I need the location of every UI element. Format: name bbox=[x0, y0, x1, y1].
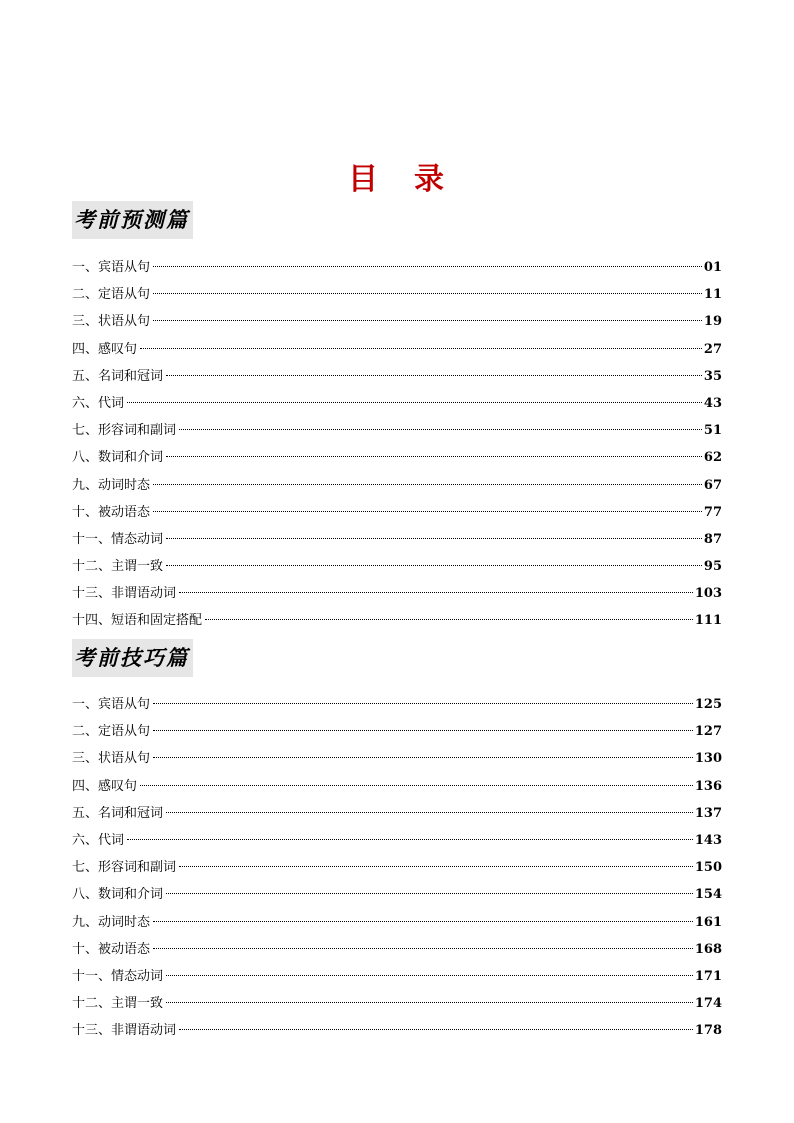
toc-entry-page: 77 bbox=[703, 504, 722, 520]
toc-entry-page: 62 bbox=[703, 450, 722, 466]
toc-entry-page: 154 bbox=[694, 887, 722, 903]
toc-entry[interactable] bbox=[72, 990, 722, 1017]
toc-entry-label: 九、动词时态 bbox=[72, 914, 151, 930]
dot-leader bbox=[166, 1002, 693, 1003]
toc-entry-label: 十二、主谓一致 bbox=[72, 996, 164, 1012]
toc-entry-page: 51 bbox=[703, 423, 722, 439]
toc-entry-page: 171 bbox=[694, 968, 722, 984]
dot-leader bbox=[153, 948, 693, 949]
dot-leader bbox=[153, 293, 702, 294]
dot-leader bbox=[127, 402, 702, 403]
toc-entry-label: 五、名词和冠词 bbox=[72, 805, 164, 821]
toc-entry-page: 19 bbox=[703, 314, 722, 330]
dot-leader bbox=[166, 375, 702, 376]
dot-leader bbox=[166, 456, 702, 457]
toc-entry-label: 十二、主谓一致 bbox=[72, 559, 164, 575]
dot-leader bbox=[166, 975, 693, 976]
toc-entry-page: 27 bbox=[703, 341, 722, 357]
toc-entry[interactable] bbox=[72, 773, 722, 800]
toc-entry-page: 95 bbox=[703, 559, 722, 575]
toc-entry-label: 一、宾语从句 bbox=[72, 260, 151, 275]
toc-entry-page: 137 bbox=[694, 805, 722, 821]
section-heading-techniques: 考前技巧篇 bbox=[72, 639, 193, 677]
section-heading-forecast: 考前预测篇 bbox=[72, 201, 193, 239]
dot-leader bbox=[179, 1029, 693, 1030]
toc-entry-page: 11 bbox=[703, 287, 722, 303]
toc-entry-label: 十、被动语态 bbox=[72, 941, 151, 957]
toc-entry[interactable] bbox=[72, 553, 722, 580]
dot-leader bbox=[153, 266, 702, 267]
toc-entry-page: 174 bbox=[694, 996, 722, 1012]
toc-list-techniques bbox=[72, 691, 722, 1044]
dot-leader bbox=[166, 538, 702, 539]
dot-leader bbox=[166, 812, 693, 813]
toc-entry-page: 103 bbox=[694, 586, 722, 602]
dot-leader bbox=[179, 592, 693, 593]
toc-entry-label: 五、名词和冠词 bbox=[72, 368, 164, 384]
toc-entry-page: 168 bbox=[694, 941, 722, 957]
toc-entry[interactable] bbox=[72, 936, 722, 963]
page-title bbox=[0, 160, 794, 200]
toc-entry-label: 十三、非谓语动词 bbox=[72, 586, 177, 602]
dot-leader bbox=[140, 785, 693, 786]
dot-leader bbox=[179, 866, 693, 867]
toc-entry[interactable] bbox=[72, 963, 722, 990]
dot-leader bbox=[179, 429, 702, 430]
toc-entry[interactable] bbox=[72, 254, 722, 281]
toc-entry-page: 150 bbox=[694, 860, 722, 876]
toc-entry[interactable] bbox=[72, 336, 722, 363]
toc-entry-page: 01 bbox=[703, 260, 722, 275]
toc-entry-page: 67 bbox=[703, 477, 722, 493]
toc-entry-page: 127 bbox=[694, 724, 722, 740]
toc-entry-label: 十、被动语态 bbox=[72, 504, 151, 520]
toc-entry-label: 七、形容词和副词 bbox=[72, 860, 177, 876]
toc-entry-label: 一、宾语从句 bbox=[72, 697, 151, 712]
toc-entry-label: 二、定语从句 bbox=[72, 287, 151, 303]
dot-leader bbox=[153, 511, 702, 512]
dot-leader bbox=[127, 839, 693, 840]
toc-entry[interactable] bbox=[72, 854, 722, 881]
toc-entry-page: 136 bbox=[694, 778, 722, 794]
dot-leader bbox=[153, 921, 693, 922]
dot-leader bbox=[153, 730, 693, 731]
toc-entry[interactable] bbox=[72, 827, 722, 854]
toc-entry-label: 三、状语从句 bbox=[72, 751, 151, 767]
toc-entry-label: 十一、情态动词 bbox=[72, 531, 164, 547]
toc-entry-label: 四、感叹句 bbox=[72, 341, 138, 357]
dot-leader bbox=[140, 348, 702, 349]
dot-leader bbox=[153, 484, 702, 485]
toc-list-forecast bbox=[72, 254, 722, 635]
toc-entry[interactable] bbox=[72, 499, 722, 526]
toc-entry-page: 178 bbox=[694, 1023, 722, 1039]
toc-entry[interactable] bbox=[72, 580, 722, 607]
toc-entry-page: 125 bbox=[694, 697, 722, 712]
dot-leader bbox=[153, 703, 693, 704]
dot-leader bbox=[205, 619, 693, 620]
toc-entry-page: 143 bbox=[694, 832, 722, 848]
toc-entry-label: 六、代词 bbox=[72, 832, 125, 848]
toc-entry[interactable] bbox=[72, 308, 722, 335]
toc-entry-label: 二、定语从句 bbox=[72, 724, 151, 740]
toc-entry-label: 七、形容词和副词 bbox=[72, 423, 177, 439]
toc-entry[interactable] bbox=[72, 472, 722, 499]
toc-entry[interactable] bbox=[72, 1017, 722, 1044]
toc-entry[interactable] bbox=[72, 800, 722, 827]
toc-entry[interactable] bbox=[72, 607, 722, 634]
toc-entry-page: 161 bbox=[694, 914, 722, 930]
toc-entry[interactable] bbox=[72, 417, 722, 444]
title-char-1: 目 bbox=[348, 162, 380, 197]
toc-entry-label: 九、动词时态 bbox=[72, 477, 151, 493]
toc-entry-label: 六、代词 bbox=[72, 395, 125, 411]
toc-entry[interactable] bbox=[72, 390, 722, 417]
toc-entry-label: 四、感叹句 bbox=[72, 778, 138, 794]
toc-entry[interactable] bbox=[72, 526, 722, 553]
toc-entry-page: 35 bbox=[703, 368, 722, 384]
toc-entry-label: 十三、非谓语动词 bbox=[72, 1023, 177, 1039]
toc-entry[interactable] bbox=[72, 363, 722, 390]
toc-entry[interactable] bbox=[72, 909, 722, 936]
dot-leader bbox=[153, 757, 693, 758]
toc-entry-label: 八、数词和介词 bbox=[72, 450, 164, 466]
dot-leader bbox=[166, 565, 702, 566]
toc-entry-label: 十四、短语和固定搭配 bbox=[72, 613, 203, 629]
dot-leader bbox=[153, 320, 702, 321]
toc-entry[interactable] bbox=[72, 881, 722, 908]
toc-entry-label: 十一、情态动词 bbox=[72, 968, 164, 984]
toc-entry-page: 87 bbox=[703, 531, 722, 547]
toc-entry-page: 111 bbox=[694, 613, 722, 629]
toc-entry[interactable] bbox=[72, 691, 722, 718]
title-char-2: 录 bbox=[414, 162, 446, 197]
toc-entry-label: 三、状语从句 bbox=[72, 314, 151, 330]
toc-entry[interactable] bbox=[72, 444, 722, 471]
dot-leader bbox=[166, 893, 693, 894]
toc-entry[interactable] bbox=[72, 718, 722, 745]
toc-entry-page: 130 bbox=[694, 751, 722, 767]
toc-entry-page: 43 bbox=[703, 395, 722, 411]
toc-entry[interactable] bbox=[72, 281, 722, 308]
toc-entry-label: 八、数词和介词 bbox=[72, 887, 164, 903]
toc-entry[interactable] bbox=[72, 745, 722, 772]
